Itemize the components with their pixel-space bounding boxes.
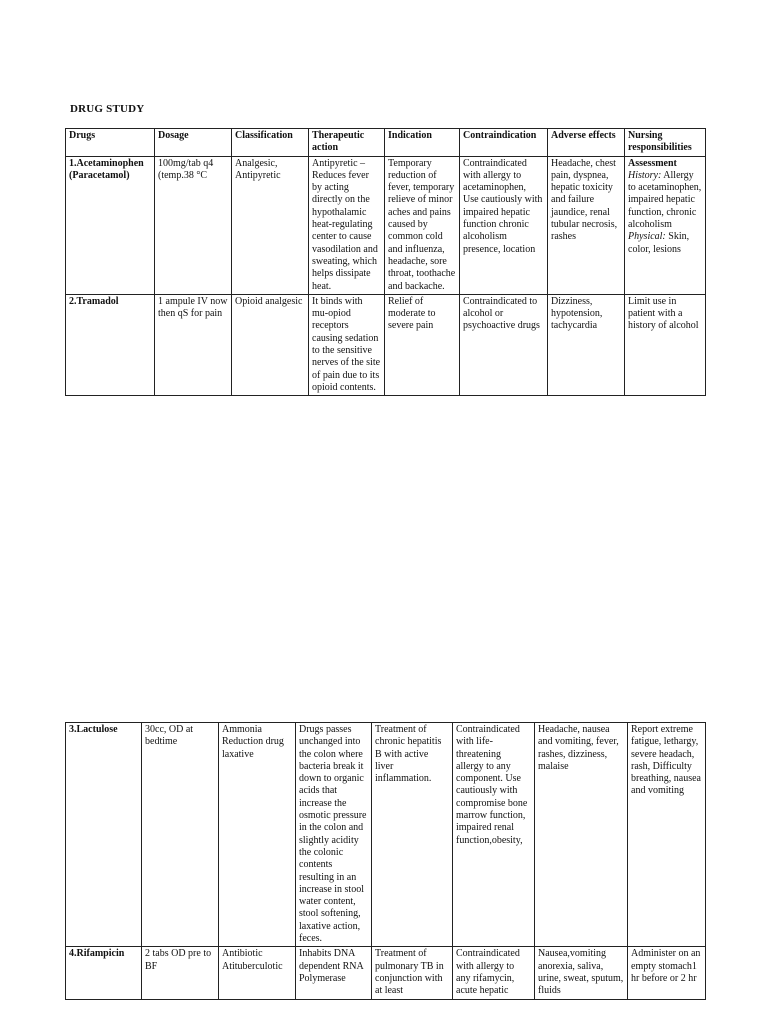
nursing-cell	[625, 156, 706, 294]
classification-cell: Ammonia Reduction drug laxative	[219, 723, 296, 947]
indication-cell: Temporary reduction of fever, temporary relieve of minor aches and pains caused by common cold and influenza, headache, sore throat, toothache and backache.	[385, 156, 460, 294]
document-title: DRUG STUDY	[70, 103, 145, 115]
header-indication: Indication	[385, 129, 460, 157]
contraindication-cell: Contraindicated to alcohol or psychoactive drugs	[460, 294, 548, 395]
indication-cell: Treatment of chronic hepatitis B with active liver inflammation.	[372, 723, 453, 947]
header-drugs: Drugs	[66, 129, 155, 157]
drug-study-table-2	[65, 722, 706, 1000]
therapeutic-cell: Drugs passes unchanged into the colon where bacteria break it down to organic acids that increase the osmotic pressure in the colon and slightly acidity the colonic contents resulting in an increase in stool water content, stool softening, laxative action, feces.	[296, 723, 372, 947]
drug-name: 1.Acetaminophen (Paracetamol)	[66, 156, 155, 294]
nursing-cell: Report extreme fatigue, lethargy, severe headach, rash, Difficulty breathing, nausea and vomiting	[628, 723, 706, 947]
header-classification: Classification	[232, 129, 309, 157]
contraindication-cell: Contraindicated with allergy to any rifamycin, acute hepatic	[453, 947, 535, 999]
header-therapeutic-action: Therapeutic action	[309, 129, 385, 157]
dosage-cell: 1 ampule IV now then qS for pain	[155, 294, 232, 395]
indication-cell: Treatment of pulmonary TB in conjunction with at least	[372, 947, 453, 999]
indication-cell: Relief of moderate to severe pain	[385, 294, 460, 395]
nursing-cell: Limit use in patient with a history of alcohol	[625, 294, 706, 395]
header-adverse-effects: Adverse effects	[548, 129, 625, 157]
nursing-heading: Assessment	[628, 157, 677, 169]
nursing-cell: Administer on an empty stomach1 hr before or 2 hr	[628, 947, 706, 999]
contraindication-cell: Contraindicated with life-threatening allergy to any component. Use cautiously with compromise bone marrow function, impaired renal function,obesity,	[453, 723, 535, 947]
table-row	[66, 294, 706, 395]
drug-name: 3.Lactulose	[66, 723, 142, 947]
classification-cell: Analgesic, Antipyretic	[232, 156, 309, 294]
drug-name: 2.Tramadol	[66, 294, 155, 395]
therapeutic-cell: Inhabits DNA dependent RNA Polymerase	[296, 947, 372, 999]
table-header-row	[66, 129, 706, 157]
dosage-cell: 100mg/tab q4 (temp.38 °C	[155, 156, 232, 294]
drug-study-table-1	[65, 128, 706, 396]
nursing-text-physical: Skin, color, lesions	[628, 231, 690, 255]
adverse-cell: Nausea,vomiting anorexia, saliva, urine, sweat, sputum, fluids	[535, 947, 628, 999]
nursing-label-history: History:	[628, 169, 662, 181]
therapeutic-cell: It binds with mu-opiod receptors causing sedation to the sensitive nerves of the site of pain due to its opioid contents.	[309, 294, 385, 395]
header-contraindication: Contraindication	[460, 129, 548, 157]
dosage-cell: 30cc, OD at bedtime	[142, 723, 219, 947]
table-row	[66, 947, 706, 999]
drug-name: 4.Rifampicin	[66, 947, 142, 999]
dosage-cell: 2 tabs OD pre to BF	[142, 947, 219, 999]
table-row	[66, 156, 706, 294]
classification-cell: Antibiotic Atituberculotic	[219, 947, 296, 999]
therapeutic-cell: Antipyretic – Reduces fever by acting directly on the hypothalamic heat-regulating center to cause vasodilation and sweating, which helps dissipate heat.	[309, 156, 385, 294]
header-dosage: Dosage	[155, 129, 232, 157]
nursing-label-physical: Physical:	[628, 231, 666, 243]
adverse-cell: Dizziness, hypotension, tachycardia	[548, 294, 625, 395]
nursing-text-history: Allergy to acetaminophen, impaired hepatic function, chronic alcoholism	[628, 169, 702, 231]
adverse-cell: Headache, nausea and vomiting, fever, rashes, dizziness, malaise	[535, 723, 628, 947]
contraindication-cell: Contraindicated with allergy to acetaminophen, Use cautiously with impaired hepatic function chronic alcoholism presence, location	[460, 156, 548, 294]
classification-cell: Opioid analgesic	[232, 294, 309, 395]
adverse-cell: Headache, chest pain, dyspnea, hepatic toxicity and failure jaundice, renal tubular necrosis, rashes	[548, 156, 625, 294]
header-nursing-responsibilities: Nursing responsibilities	[625, 129, 706, 157]
table-row	[66, 723, 706, 947]
